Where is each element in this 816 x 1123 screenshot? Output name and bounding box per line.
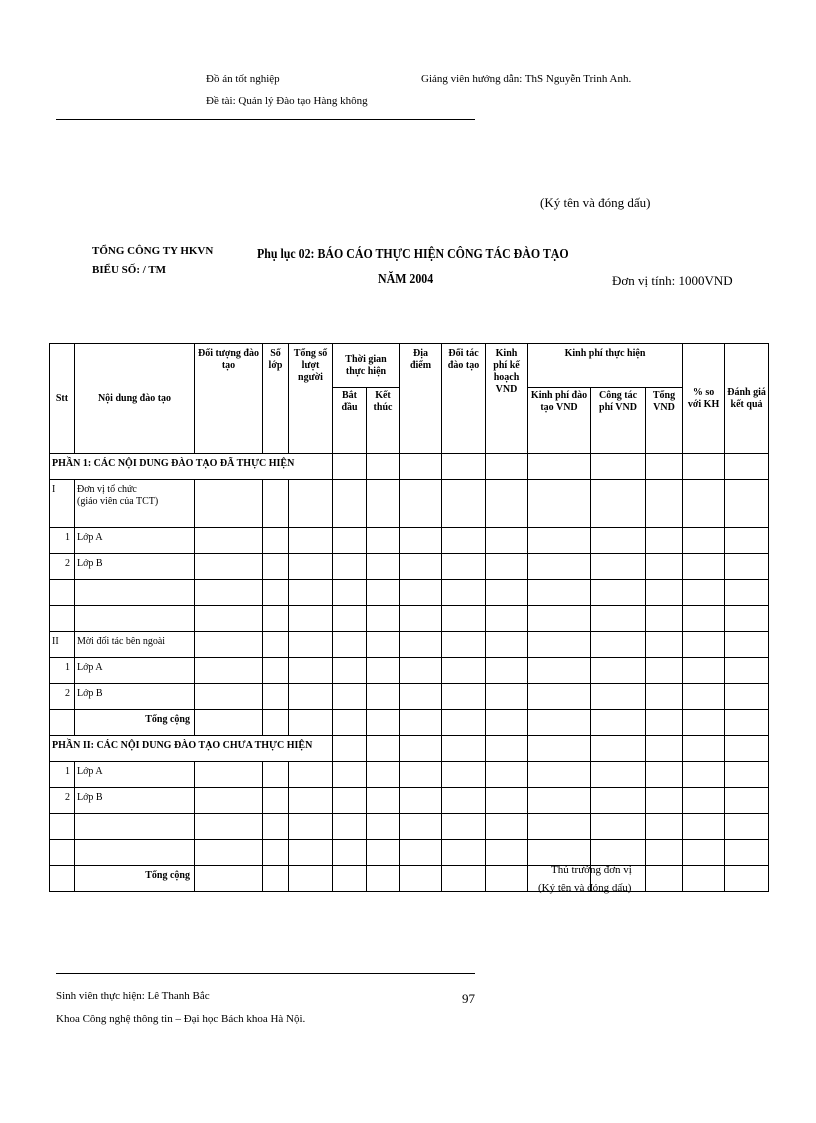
part1-title-row <box>50 454 769 480</box>
training-report-table <box>49 343 769 892</box>
header-advisor: Giảng viên hướng dẫn: ThS Nguyễn Trinh Anh. <box>421 73 632 85</box>
form-number: BIỂU SỐ: / TM <box>92 264 167 276</box>
header-time: Thời gian thực hiện <box>333 344 400 388</box>
table-row <box>50 554 769 580</box>
footer-student: Sinh viên thực hiện: Lê Thanh Bắc <box>56 990 210 1002</box>
part2-total-label: Tổng cộng <box>75 866 195 892</box>
header-num-classes: Số lớp <box>263 344 289 454</box>
report-year: NĂM 2004 <box>378 272 434 287</box>
part1-title: PHẦN 1: CÁC NỘI DUNG ĐÀO TẠO ĐÃ THỰC HIỆN <box>50 454 333 480</box>
row-stt: 2 <box>50 788 75 814</box>
part2-title-row <box>50 736 769 762</box>
header-pct-plan: % so với KH <box>683 344 725 454</box>
org-name: TỔNG CÔNG TY HKVN <box>92 245 214 257</box>
header-end: Kết thúc <box>367 388 400 454</box>
row-content-line2: (giáo viên của TCT) <box>77 496 159 507</box>
row-stt: 2 <box>50 684 75 710</box>
header-actual-cost: Kinh phí thực hiện <box>528 344 683 388</box>
page-number: 97 <box>462 991 475 1006</box>
row-content: Lớp B <box>75 788 195 814</box>
table-row <box>50 528 769 554</box>
row-content-line1: Đơn vị tổ chức <box>77 484 137 495</box>
header-evaluation: Đánh giá kết quả <box>725 344 769 454</box>
header-travel-cost: Công tác phí VND <box>591 388 646 454</box>
header-rule <box>56 119 475 120</box>
header-partner: Đối tác đào tạo <box>442 344 486 454</box>
table-row <box>50 658 769 684</box>
row-content: Lớp B <box>75 554 195 580</box>
header-content: Nội dung đào tạo <box>75 344 195 454</box>
table-row <box>50 606 769 632</box>
table-row <box>50 840 769 866</box>
row-content: Lớp A <box>75 658 195 684</box>
report-title: Phụ lục 02: BÁO CÁO THỰC HIỆN CÔNG TÁC ĐÀO TẠO <box>257 247 569 262</box>
header-topic: Đề tài: Quản lý Đào tạo Hàng không <box>206 95 368 107</box>
header-training-cost: Kinh phí đào tạo VND <box>528 388 591 454</box>
top-signature-note: (Ký tên và đóng dấu) <box>540 195 651 210</box>
currency-unit: Đơn vị tính: 1000VND <box>612 273 733 288</box>
signature-title: Thủ trưởng đơn vị <box>551 864 632 876</box>
row-content: Lớp A <box>75 528 195 554</box>
table-row <box>50 580 769 606</box>
table-row <box>50 788 769 814</box>
part2-total-row <box>50 866 769 892</box>
table-row <box>50 632 769 658</box>
header-location: Địa điểm <box>400 344 442 454</box>
header-start: Bắt đầu <box>333 388 367 454</box>
signature-note: (Ký tên và đóng dấu) <box>538 882 632 894</box>
row-stt: 1 <box>50 658 75 684</box>
header-thesis-label: Đồ án tốt nghiệp <box>206 73 280 85</box>
row-content: Lớp A <box>75 762 195 788</box>
header-total-cost: Tổng VND <box>646 388 683 454</box>
row-content: Mời đối tác bên ngoài <box>75 632 195 658</box>
footer-faculty: Khoa Công nghệ thông tin – Đại học Bách khoa Hà Nội. <box>56 1013 306 1025</box>
part1-total-label: Tổng cộng <box>75 710 195 736</box>
row-stt: 1 <box>50 762 75 788</box>
row-stt: I <box>50 480 75 528</box>
header-target: Đối tượng đào tạo <box>195 344 263 454</box>
header-stt: Stt <box>50 344 75 454</box>
table-row <box>50 480 769 528</box>
row-stt: 1 <box>50 528 75 554</box>
row-stt: II <box>50 632 75 658</box>
row-stt: 2 <box>50 554 75 580</box>
table-row <box>50 762 769 788</box>
footer-rule <box>56 973 475 974</box>
part2-title: PHẦN II: CÁC NỘI DUNG ĐÀO TẠO CHƯA THỰC HIỆN <box>50 736 333 762</box>
header-plan-cost: Kinh phí kế hoạch VND <box>486 344 528 454</box>
header-num-people: Tổng số lượt người <box>289 344 333 454</box>
table-row <box>50 814 769 840</box>
part1-total-row <box>50 710 769 736</box>
row-content: Lớp B <box>75 684 195 710</box>
row-content <box>75 480 195 528</box>
table-row <box>50 684 769 710</box>
